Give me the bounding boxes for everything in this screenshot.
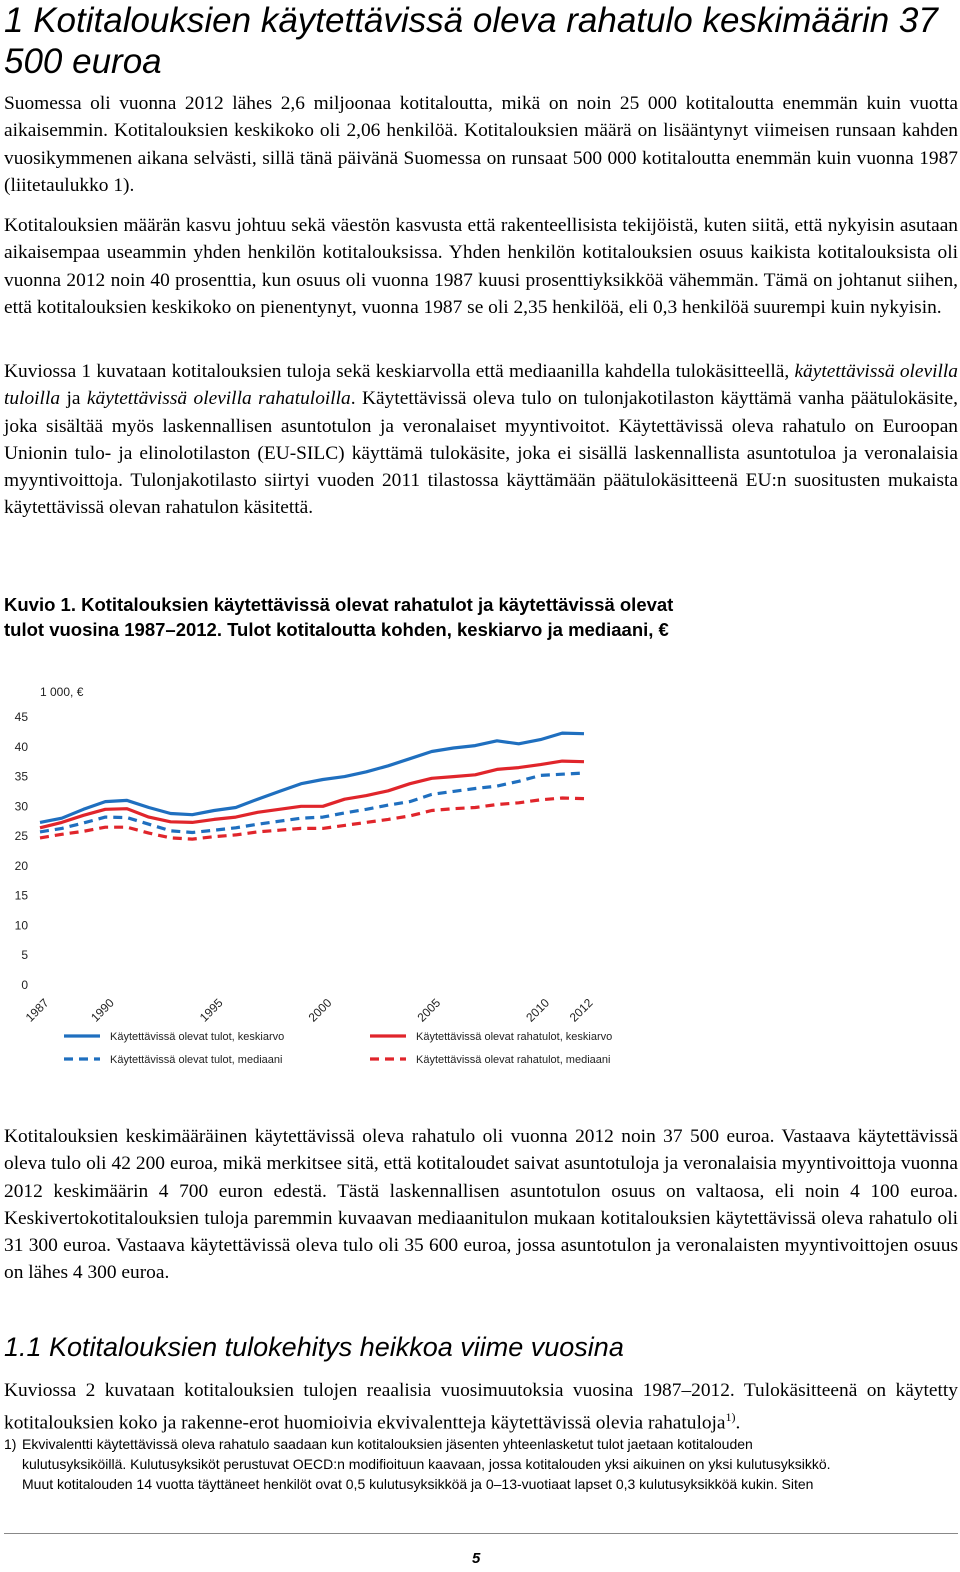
paragraph-text: Kuviossa 1 kuvataan kotitalouksien tuloja sekä keskiarvolla että mediaanilla kahdella tulokäsitteellä, — [4, 361, 795, 382]
y-tick-label: 20 — [14, 858, 28, 873]
y-tick-label: 35 — [14, 769, 28, 784]
x-tick-label: 1987 — [22, 995, 52, 1025]
paragraph-text: Kuviossa 2 kuvataan kotitalouksien tulojen reaalisia vuosimuutoksia vuosina 1987–2012. Tulokäsitteenä on käytetty kotitalouksien koko ja rakenne-erot huomioivia ekvivalentteja käytettävissä olevia rahatuloja — [4, 1380, 958, 1434]
footnote-line: kulutusyksiköillä. Kulutusyksiköt perustuvat OECD:n modifioituun kaavaan, jossa kotitalouden yksi aikuinen on yksi kulutusyksikkö. — [22, 1456, 831, 1472]
y-tick-label: 15 — [14, 888, 28, 903]
subheading: 1.1 Kotitalouksien tulokehitys heikkoa viime vuosina — [4, 1332, 624, 1362]
chart-legend — [64, 1031, 612, 1066]
paragraph-household-growth: Kotitalouksien määrän kasvu johtuu sekä väestön kasvusta että rakenteellisista tekijöistä, kuten siitä, että nykyisin asutaan aikaisempaa useammin yhden henkilön kotitalouksissa. Yhden henkilön kotitalouksien osuus kaikista kotitalouksista oli vuonna 2012 noin 40 prosenttia, kun osuus oli vuonna 1987 kuusi prosenttiyksikköä vähemmän. Tämä on johtanut siihen, että kotitalouksien keskikoko on pienentynyt, vuonna 1987 se oli 2,35 henkilöä, eli 0,3 henkilöä suurempi kuin nykyisin. — [4, 215, 958, 318]
paragraph-households: Suomessa oli vuonna 2012 lähes 2,6 miljoonaa kotitaloutta, mikä on noin 25 000 kotitaloutta enemmän kuin vuotta aikaisemmin. Kotitalouksien keskikoko oli 2,06 henkilöä. Kotitalouksien määrä on lisääntynyt viimeisen runsaan kahden vuosikymmenen aikana selvästi, sillä tänä päivänä Suomessa on runsaat 500 000 kotitaloutta enemmän kuin vuonna 1987 (liitetaulukko 1). — [4, 93, 958, 196]
x-tick-label: 2012 — [566, 995, 596, 1025]
paragraph-text: . — [735, 1412, 741, 1434]
y-tick-label: 5 — [21, 948, 28, 963]
emphasis-term: käytettävissä olevilla rahatuloilla — [86, 388, 351, 410]
legend-label: Käytettävissä olevat tulot, keskiarvo — [110, 1031, 285, 1043]
income-line-chart — [0, 676, 620, 1076]
y-tick-label: 25 — [14, 829, 28, 844]
y-tick-label: 10 — [14, 918, 28, 933]
x-tick-label: 2010 — [523, 995, 553, 1025]
y-tick-label: 0 — [21, 978, 28, 992]
paragraph-income-2012: Kotitalouksien keskimääräinen käytettävissä oleva rahatulo oli vuonna 2012 noin 37 500 euroa. Vastaava käytettävissä oleva tulo oli 42 200 euroa, mikä merkitsee sitä, että kotitaloudet saivat asuntotuloja ja veronalaisia myyntivoittoja vuonna 2012 keskimäärin 4 700 euron edestä. Tästä laskennallisen asuntotulon osuus on valtaosa, eli noin 4 100 euroa. Keskivertokotitalouksien tuloja paremmin kuvaavan mediaanitulon mukaan kotitalouksien käytettävissä oleva rahatulo oli 31 300 euroa. Vastaava käytettävissä oleva tulo oli 35 600 euroa, jossa asuntotulon ja veronalaisten myyntivoittojen osuus on lähes 4 300 euroa. — [4, 1126, 958, 1284]
page-number: 5 — [472, 1550, 481, 1567]
y-unit-label: 1 000, € — [40, 685, 84, 699]
legend-label: Käytettävissä olevat rahatulot, mediaani — [416, 1054, 611, 1066]
page-heading: 1 Kotitalouksien käytettävissä oleva rahatulo keskimäärin 37 500 euroa — [4, 1, 938, 81]
paragraph-figure2 — [4, 1377, 958, 1437]
paragraph-text: ja — [60, 388, 87, 410]
legend-label: Käytettävissä olevat tulot, mediaani — [110, 1054, 283, 1066]
y-tick-label: 45 — [14, 710, 28, 724]
page-footer-rule — [4, 1533, 958, 1534]
paragraph-text: . Käytettävissä oleva tulo on tulonjakotilaston käyttämä vanha päätulokäsite, joka sisältää myös laskennallisen asuntotulon ja veronalaiset myyntivoitot. Käytettävissä oleva rahatulo on Euroopan Unionin tulo- ja elinolotilaston (EU-SILC) käyttämä tulokäsite, joka ei sisällä laskennallista asuntotuloa ja veronalaisia myyntivoittoja. Tulonjakotilasto siirtyi vuoden 2011 tilastossa käyttämään päätulokäsitteenä EU:n suositusten mukaista käytettävissä olevan rahatulon käsitettä. — [4, 388, 958, 519]
footnote-ref: 1) — [725, 1410, 736, 1425]
x-tick-label: 1995 — [196, 995, 226, 1025]
y-tick-label: 40 — [14, 739, 28, 754]
emphasis-term: käytettävissä olevilla tuloilla — [4, 361, 958, 410]
footnote-line: Ekvivalentti käytettävissä oleva rahatulo saadaan kun kotitalouksien jäsenten yhteenlasketut tulot jaetaan kotitalouden — [22, 1436, 753, 1452]
footnote-line: Muut kotitalouden 14 vuotta täyttäneet henkilöt ovat 0,5 kulutusyksikköä ja 0–13-vuotiaat lapset 0,3 kulutusyksikköä kukin. Siten — [22, 1476, 814, 1492]
y-tick-label: 30 — [14, 799, 28, 814]
chart-axes — [15, 710, 596, 1025]
x-tick-label: 2005 — [414, 995, 444, 1025]
figure-title: Kuvio 1. Kotitalouksien käytettävissä olevat rahatulot ja käytettävissä olevat tulot vuosina 1987–2012. Tulot kotitaloutta kohden, keskiarvo ja mediaani, € — [4, 594, 674, 640]
x-tick-label: 2000 — [305, 995, 335, 1025]
chart-series — [40, 733, 584, 839]
x-tick-label: 1990 — [88, 995, 117, 1025]
paragraph-income-concepts — [4, 358, 958, 522]
legend-label: Käytettävissä olevat rahatulot, keskiarvo — [416, 1031, 613, 1043]
footnote — [4, 1434, 958, 1494]
footnote-number: 1) — [4, 1436, 17, 1452]
